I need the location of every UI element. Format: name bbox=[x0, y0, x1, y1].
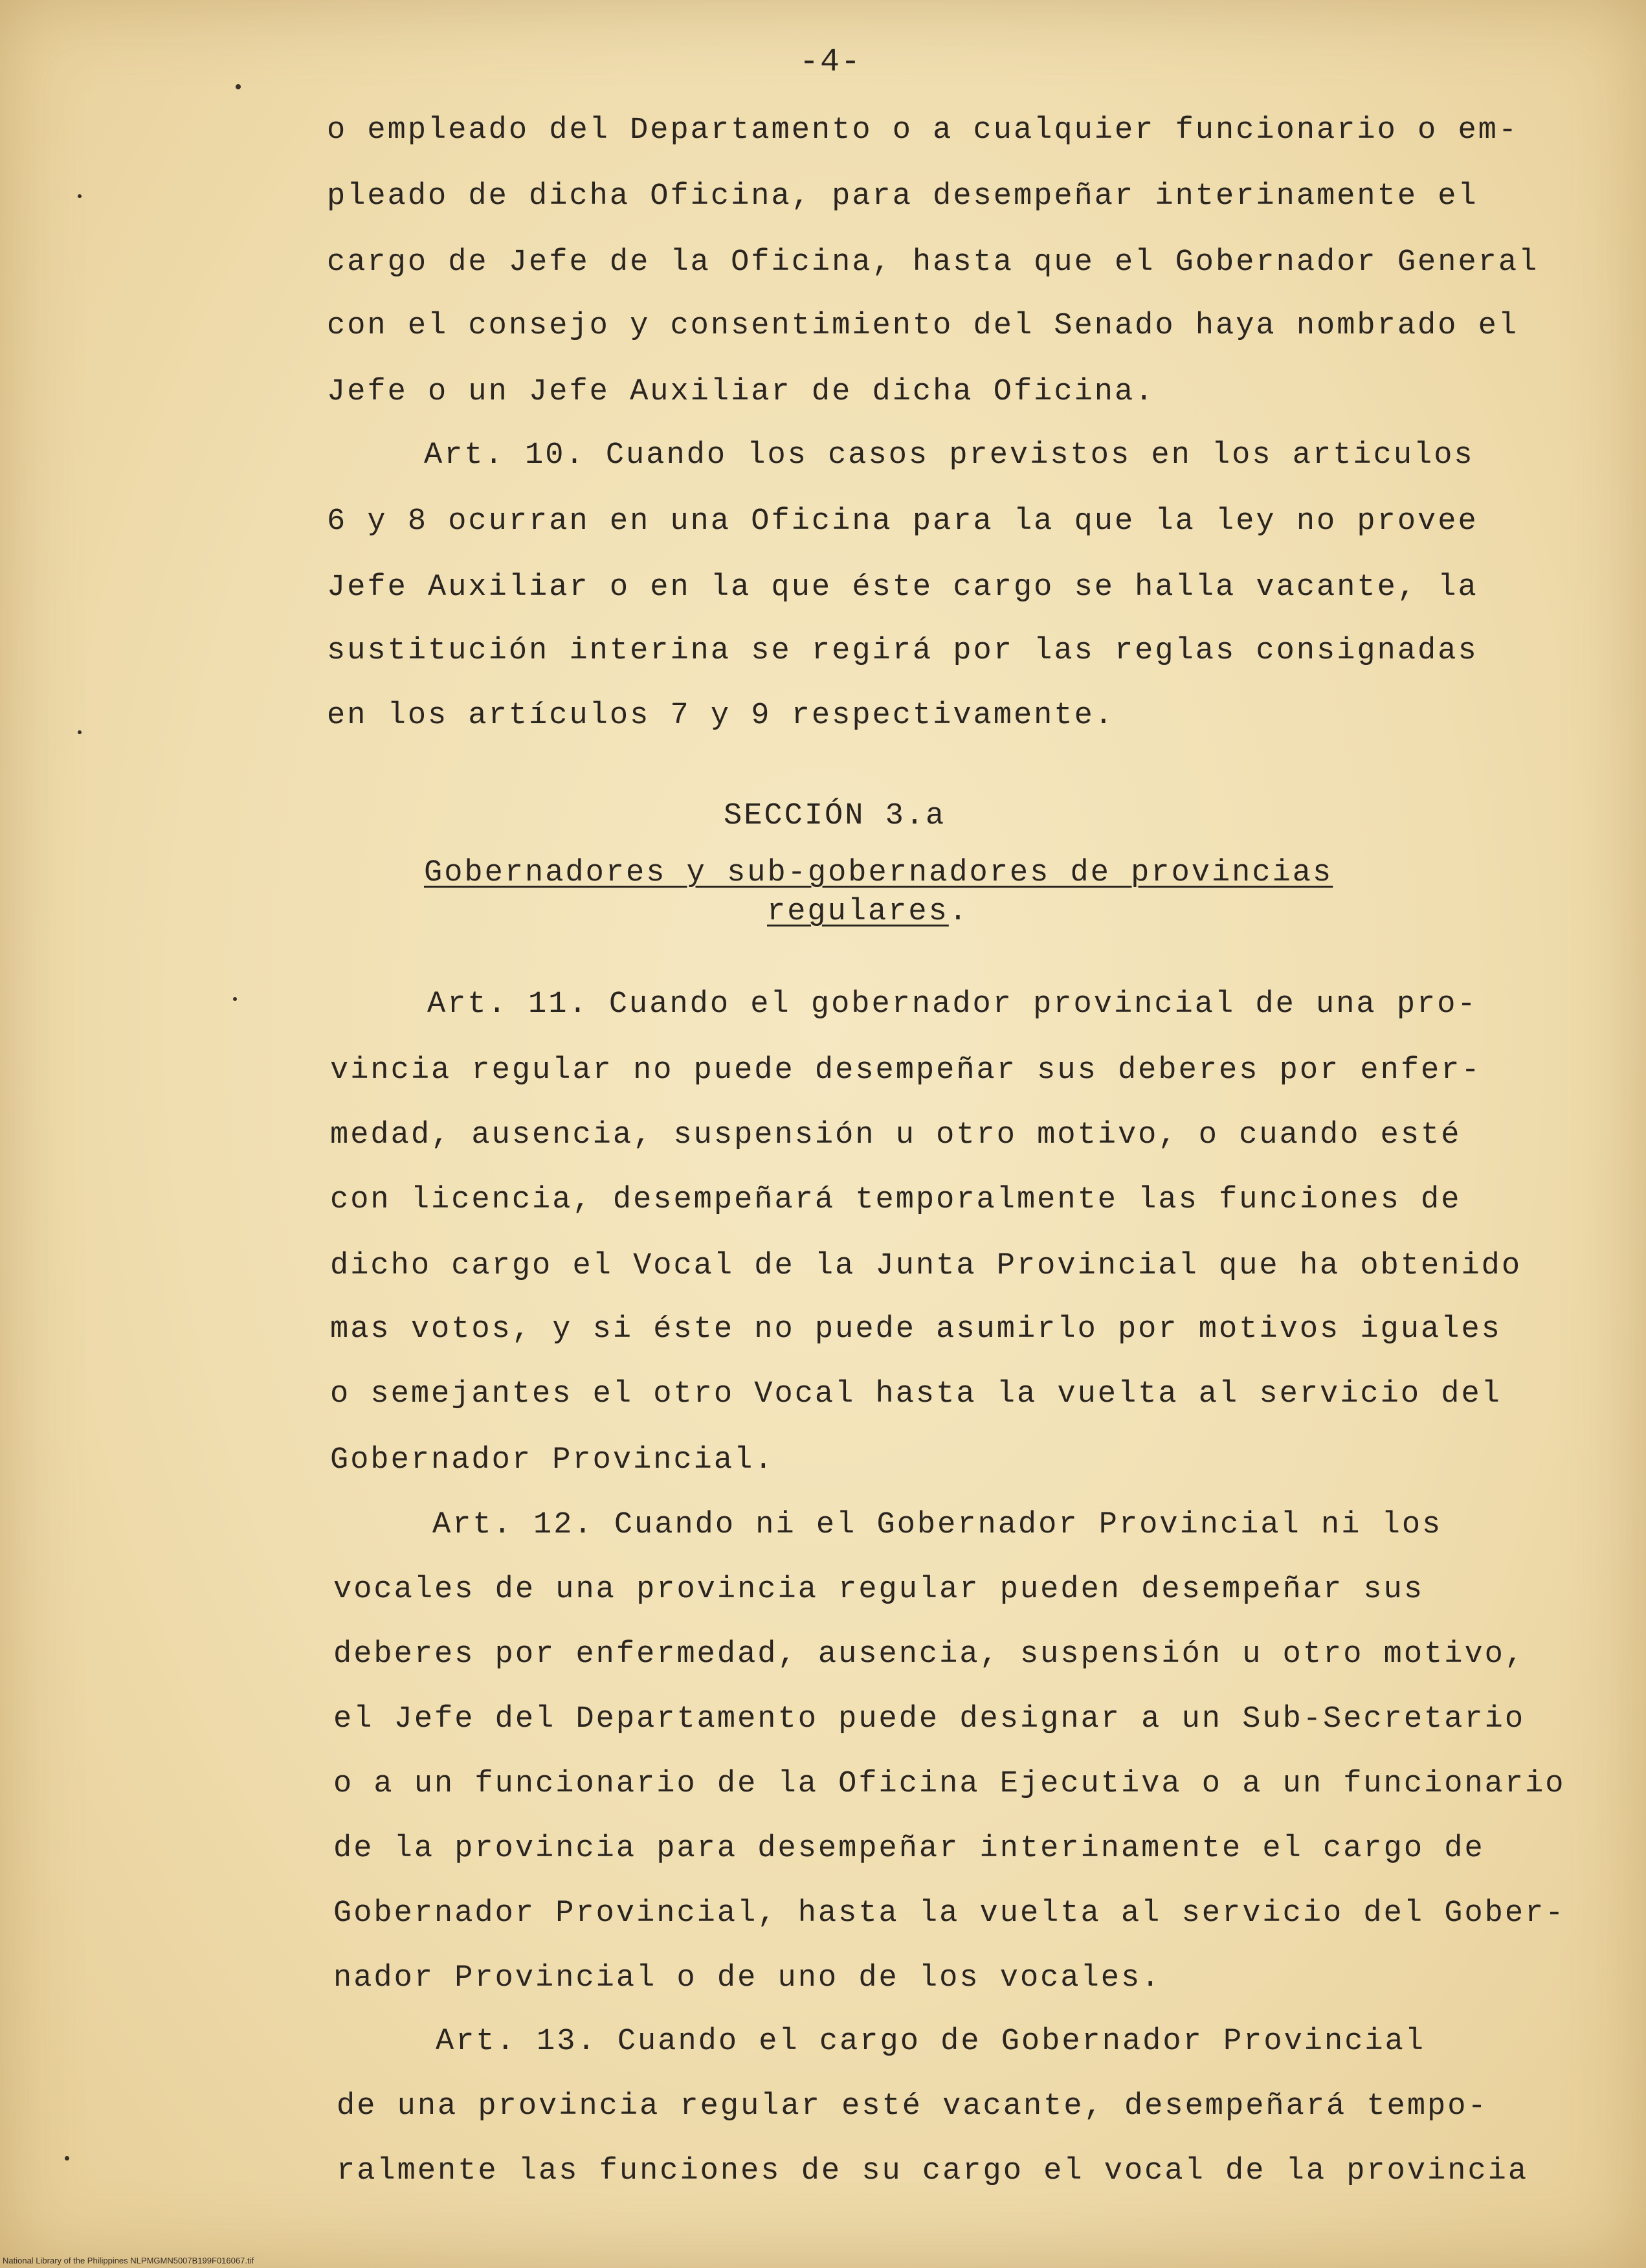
text-line: cargo de Jefe de la Oficina, hasta que el Gobernador General bbox=[327, 245, 1539, 280]
text-line: en los artículos 7 y 9 respectivamente. bbox=[327, 699, 1115, 733]
text-line: mas votos, y si éste no puede asumirlo por motivos iguales bbox=[330, 1312, 1502, 1347]
text-line: Gobernador Provincial, hasta la vuelta al servicio del Gober- bbox=[333, 1896, 1566, 1931]
text-line: deberes por enfermedad, ausencia, suspensión u otro motivo, bbox=[333, 1637, 1526, 1672]
paper-speck bbox=[78, 730, 82, 734]
text-line: vincia regular no puede desempeñar sus deberes por enfer- bbox=[330, 1053, 1482, 1088]
text-line: vocales de una provincia regular pueden desempeñar sus bbox=[333, 1573, 1425, 1607]
text-line: el Jefe del Departamento puede designar a un Sub-Secretario bbox=[333, 1702, 1526, 1736]
text-line: 6 y 8 ocurran en una Oficina para la que la ley no provee bbox=[327, 504, 1478, 539]
text-line: ralmente las funciones de su cargo el vocal de la provincia bbox=[337, 2154, 1529, 2188]
text-line: con el consejo y consentimiento del Senado haya nombrado el bbox=[327, 309, 1519, 343]
section-title-line1 bbox=[424, 856, 1333, 890]
text-line: de una provincia regular esté vacante, desempeñará tempo- bbox=[337, 2089, 1488, 2124]
text-line: con licencia, desempeñará temporalmente las funciones de bbox=[330, 1183, 1462, 1217]
archive-footer: National Library of the Philippines NLPMGMN5007B199F016067.tif bbox=[3, 2256, 254, 2265]
article-12-line: Art. 12. Cuando ni el Gobernador Provincial ni los bbox=[432, 1508, 1443, 1542]
text-line: Jefe Auxiliar o en la que éste cargo se halla vacante, la bbox=[327, 570, 1478, 605]
paper-speck bbox=[236, 84, 241, 89]
section-title-period: . bbox=[948, 895, 970, 929]
text-line: o a un funcionario de la Oficina Ejecutiva o a un funcionario bbox=[333, 1767, 1566, 1801]
text-line: dicho cargo el Vocal de la Junta Provincial que ha obtenido bbox=[330, 1249, 1522, 1283]
section-title-text: Gobernadores y sub-gobernadores de provincias bbox=[424, 856, 1333, 890]
text-line: medad, ausencia, suspensión u otro motivo, o cuando esté bbox=[330, 1118, 1462, 1152]
page-number: -4- bbox=[799, 44, 862, 81]
section-number: SECCIÓN 3.a bbox=[724, 799, 946, 833]
text-line: Jefe o un Jefe Auxiliar de dicha Oficina. bbox=[327, 375, 1155, 409]
text-line: nador Provincial o de uno de los vocales. bbox=[333, 1961, 1162, 1995]
section-title-text: regulares bbox=[767, 895, 949, 929]
article-10-line: Art. 10. Cuando los casos previstos en los articulos bbox=[424, 438, 1474, 473]
text-line: o semejantes el otro Vocal hasta la vuelta al servicio del bbox=[330, 1377, 1502, 1411]
article-13-line: Art. 13. Cuando el cargo de Gobernador Provincial bbox=[436, 2025, 1426, 2059]
paper-speck bbox=[65, 2156, 69, 2161]
text-line: o empleado del Departamento o a cualquier funcionario o em- bbox=[327, 113, 1519, 148]
paper-speck bbox=[78, 194, 82, 198]
article-11-line: Art. 11. Cuando el gobernador provincial de una pro- bbox=[427, 987, 1478, 1022]
text-line: sustitución interina se regirá por las reglas consignadas bbox=[327, 634, 1478, 668]
paper-speck bbox=[233, 997, 237, 1001]
text-line: de la provincia para desempeñar interinamente el cargo de bbox=[333, 1832, 1485, 1866]
section-title-line2 bbox=[767, 895, 969, 929]
text-line: pleado de dicha Oficina, para desempeñar interinamente el bbox=[327, 179, 1478, 214]
text-line: Gobernador Provincial. bbox=[330, 1443, 775, 1477]
